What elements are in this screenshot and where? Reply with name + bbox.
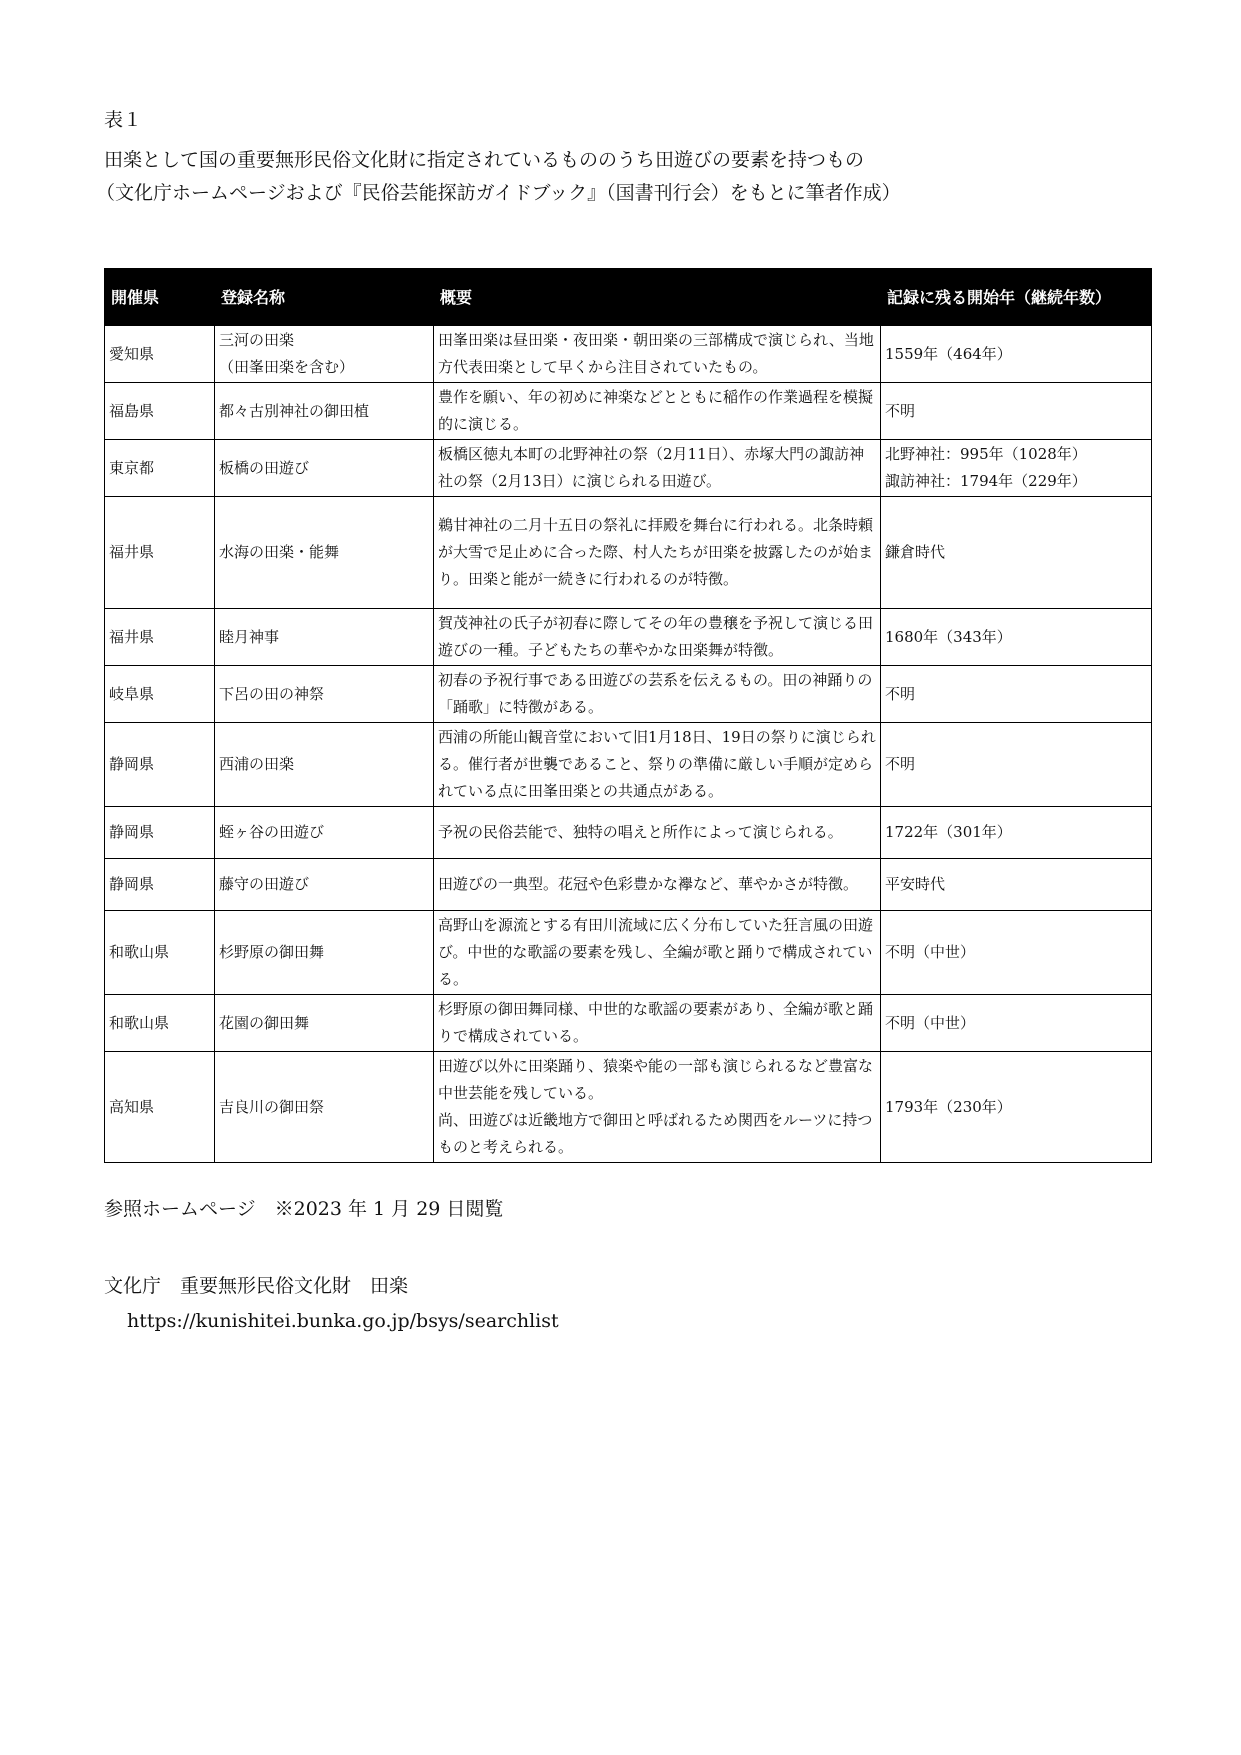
cell-start-year-line: 不明（中世） bbox=[885, 943, 976, 961]
table-row bbox=[105, 911, 1152, 995]
cell-prefecture: 東京都 bbox=[105, 440, 215, 497]
cell-name-line: 杉野原の御田舞 bbox=[219, 943, 325, 961]
cell-summary-text: 高野山を源流とする有田川流域に広く分布していた狂言風の田遊び。中世的な歌謡の要素を残し、全編が歌と踊りで構成されている。 bbox=[438, 916, 874, 988]
cell-prefecture: 和歌山県 bbox=[105, 911, 215, 995]
header-start-year: 記録に残る開始年（継続年数） bbox=[881, 269, 1152, 326]
cell-start-year bbox=[881, 666, 1152, 723]
cell-summary-text: 田遊びの一典型。花冠や色彩豊かな襷など、華やかさが特徴。 bbox=[438, 875, 859, 893]
cell-summary-text: 杉野原の御田舞同様、中世的な歌謡の要素があり、全編が歌と踊りで構成されている。 bbox=[438, 1000, 874, 1045]
cell-prefecture: 福島県 bbox=[105, 383, 215, 440]
cell-name bbox=[215, 666, 434, 723]
cell-summary-text: 初春の予祝行事である田遊びの芸系を伝えるもの。田の神踊りの「踊歌」に特徴がある。 bbox=[438, 671, 873, 716]
cell-start-year bbox=[881, 807, 1152, 859]
table-row bbox=[105, 609, 1152, 666]
table-row bbox=[105, 723, 1152, 807]
cell-start-year bbox=[881, 911, 1152, 995]
cell-summary-text: 豊作を願い、年の初めに神楽などとともに稲作の作業過程を模擬的に演じる。 bbox=[438, 388, 874, 433]
table-row bbox=[105, 859, 1152, 911]
cell-prefecture: 静岡県 bbox=[105, 859, 215, 911]
table-row bbox=[105, 666, 1152, 723]
cell-summary bbox=[434, 995, 881, 1052]
cell-prefecture: 愛知県 bbox=[105, 326, 215, 383]
cell-prefecture: 静岡県 bbox=[105, 723, 215, 807]
cell-start-year-line: 北野神社：995年（1028年） bbox=[885, 445, 1087, 463]
cell-name-line: 蛭ヶ谷の田遊び bbox=[219, 823, 325, 841]
cell-start-year bbox=[881, 440, 1152, 497]
cell-name bbox=[215, 383, 434, 440]
cell-start-year-line: 1559年（464年） bbox=[885, 344, 1012, 363]
cell-prefecture: 福井県 bbox=[105, 609, 215, 666]
cell-start-year-line: 不明 bbox=[885, 401, 916, 420]
cell-summary bbox=[434, 383, 881, 440]
cell-start-year-line: 不明（中世） bbox=[885, 1013, 976, 1032]
cell-summary-text: 板橋区徳丸本町の北野神社の祭（2月11日）、赤塚大門の諏訪神社の祭（2月13日）に演じられる田遊び。 bbox=[438, 445, 865, 490]
cell-name bbox=[215, 723, 434, 807]
cell-summary-text: 賀茂神社の氏子が初春に際してその年の豊穣を予祝して演じる田遊びの一種。子どもたちの華やかな田楽舞が特徴。 bbox=[438, 614, 874, 659]
reference-label: 参照ホームページ ※2023 年 1 月 29 日閲覧 bbox=[104, 1198, 504, 1220]
header-name: 登録名称 bbox=[215, 269, 434, 326]
table-row bbox=[105, 995, 1152, 1052]
cell-prefecture: 福井県 bbox=[105, 497, 215, 609]
cell-summary-text: 鵜甘神社の二月十五日の祭礼に拝殿を舞台に行われる。北条時頼が大雪で足止めに合った際、村人たちが田楽を披露したのが始まり。田楽と能が一続きに行われるのが特徴。 bbox=[438, 516, 874, 588]
cell-name-line: 板橋の田遊び bbox=[219, 458, 310, 477]
cell-start-year-line: 平安時代 bbox=[885, 875, 946, 893]
reference-url[interactable]: https://kunishitei.bunka.go.jp/bsys/searchlist bbox=[127, 1310, 559, 1332]
cell-name-line: 吉良川の御田祭 bbox=[219, 1097, 325, 1116]
cell-name-line: 都々古別神社の御田植 bbox=[219, 401, 370, 420]
cell-start-year-line: 1680年（343年） bbox=[885, 627, 1012, 646]
cell-name-line: （田峯田楽を含む） bbox=[219, 358, 355, 376]
cell-summary-text: 予祝の民俗芸能で、独特の唱えと所作によって演じられる。 bbox=[438, 823, 843, 841]
cell-name-line: 西浦の田楽 bbox=[219, 755, 295, 773]
table-body bbox=[105, 326, 1152, 1163]
festival-table bbox=[104, 268, 1152, 1163]
cell-summary-text: 尚、田遊びは近畿地方で御田と呼ばれるため関西をルーツに持つものと考えられる。 bbox=[438, 1111, 873, 1156]
cell-prefecture: 高知県 bbox=[105, 1052, 215, 1163]
cell-summary bbox=[434, 497, 881, 609]
table-row bbox=[105, 807, 1152, 859]
header-prefecture: 開催県 bbox=[105, 269, 215, 326]
table-row bbox=[105, 383, 1152, 440]
cell-name bbox=[215, 1052, 434, 1163]
cell-name-line: 藤守の田遊び bbox=[219, 875, 310, 893]
cell-summary-text: 西浦の所能山観音堂において旧1月18日、19日の祭りに演じられる。催行者が世襲であること、祭りの準備に厳しい手順が定められている点に田峯田楽との共通点がある。 bbox=[438, 728, 876, 800]
header-summary: 概要 bbox=[434, 269, 881, 326]
cell-prefecture: 和歌山県 bbox=[105, 995, 215, 1052]
table-row bbox=[105, 440, 1152, 497]
cell-start-year bbox=[881, 609, 1152, 666]
cell-name-line: 下呂の田の神祭 bbox=[219, 684, 325, 703]
cell-summary bbox=[434, 859, 881, 911]
cell-name bbox=[215, 326, 434, 383]
cell-summary bbox=[434, 723, 881, 807]
cell-start-year-line: 不明 bbox=[885, 684, 916, 703]
cell-start-year bbox=[881, 859, 1152, 911]
cell-summary bbox=[434, 440, 881, 497]
cell-start-year-line: 1722年（301年） bbox=[885, 823, 1012, 841]
cell-start-year bbox=[881, 383, 1152, 440]
cell-summary-text: 田峯田楽は昼田楽・夜田楽・朝田楽の三部構成で演じられ、当地方代表田楽として早くから注目されていたもの。 bbox=[438, 331, 874, 376]
cell-prefecture: 岐阜県 bbox=[105, 666, 215, 723]
cell-summary-text: 田遊び以外に田楽踊り、猿楽や能の一部も演じられるなど豊富な中世芸能を残している。 bbox=[438, 1057, 874, 1102]
cell-summary bbox=[434, 1052, 881, 1163]
table-subtitle: （文化庁ホームページおよび『民俗芸能探訪ガイドブック』（国書刊行会）をもとに筆者作成） bbox=[96, 182, 901, 204]
cell-name-line: 花園の御田舞 bbox=[219, 1013, 310, 1032]
table-row bbox=[105, 326, 1152, 383]
cell-name-line: 水海の田楽・能舞 bbox=[219, 543, 340, 561]
table-title: 田楽として国の重要無形民俗文化財に指定されているもののうち田遊びの要素を持つもの bbox=[104, 149, 865, 171]
cell-start-year-line: 諏訪神社：1794年（229年） bbox=[885, 472, 1087, 490]
cell-name bbox=[215, 859, 434, 911]
cell-summary bbox=[434, 609, 881, 666]
cell-summary bbox=[434, 911, 881, 995]
cell-summary bbox=[434, 807, 881, 859]
cell-name bbox=[215, 497, 434, 609]
cell-name bbox=[215, 911, 434, 995]
cell-start-year bbox=[881, 326, 1152, 383]
table-row bbox=[105, 1052, 1152, 1163]
cell-start-year bbox=[881, 497, 1152, 609]
cell-name bbox=[215, 995, 434, 1052]
reference-source: 文化庁 重要無形民俗文化財 田楽 bbox=[104, 1275, 409, 1297]
cell-name-line: 睦月神事 bbox=[219, 627, 280, 646]
cell-start-year-line: 鎌倉時代 bbox=[885, 543, 946, 561]
cell-summary bbox=[434, 326, 881, 383]
cell-name-line: 三河の田楽 bbox=[219, 331, 295, 349]
cell-name bbox=[215, 440, 434, 497]
cell-summary bbox=[434, 666, 881, 723]
cell-start-year-line: 不明 bbox=[885, 755, 916, 773]
cell-start-year bbox=[881, 723, 1152, 807]
table-label: 表１ bbox=[104, 109, 143, 131]
cell-name bbox=[215, 609, 434, 666]
table-header-row bbox=[105, 269, 1152, 326]
cell-name bbox=[215, 807, 434, 859]
cell-prefecture: 静岡県 bbox=[105, 807, 215, 859]
cell-start-year bbox=[881, 1052, 1152, 1163]
cell-start-year-line: 1793年（230年） bbox=[885, 1097, 1012, 1116]
table-row bbox=[105, 497, 1152, 609]
cell-start-year bbox=[881, 995, 1152, 1052]
